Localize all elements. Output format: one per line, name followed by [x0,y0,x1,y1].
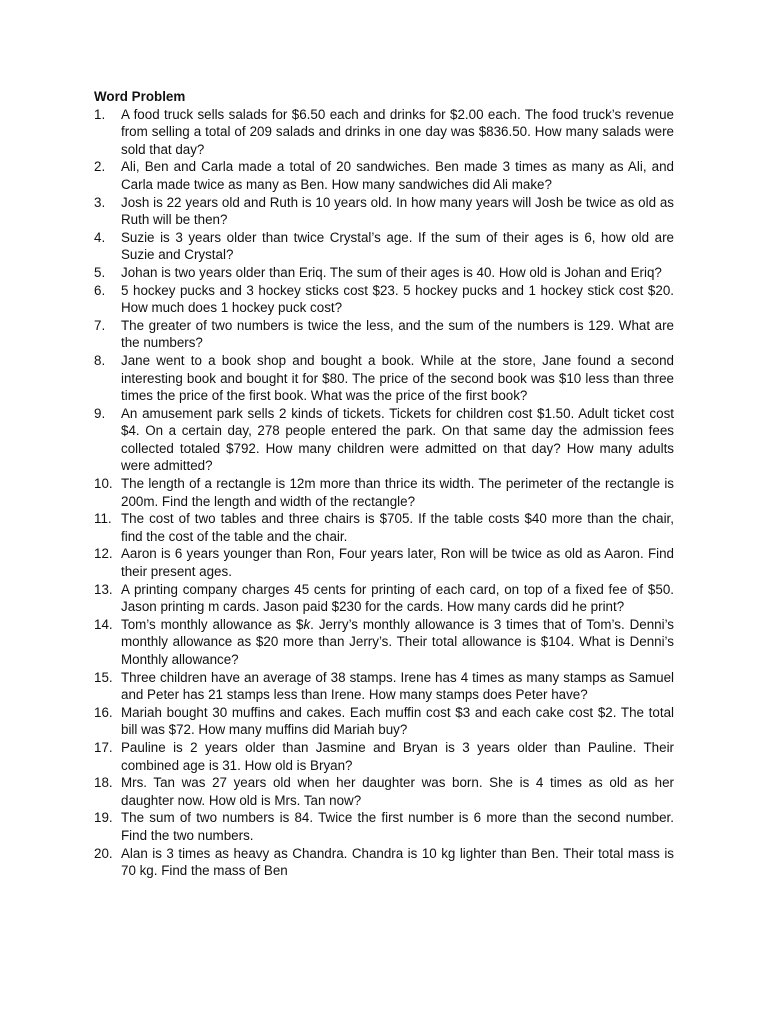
problem-text-segment: Pauline is 2 years older than Jasmine and Bryan is 3 years older than Pauline. Their combined age is 31. How old is Bryan? [121,739,674,773]
problem-text [121,845,674,880]
problem-item [94,510,674,545]
problem-item [94,405,674,475]
problem-item [94,194,674,229]
problem-text [121,229,674,264]
problem-text-segment: The sum of two numbers is 84. Twice the first number is 6 more than the second number. Find the two numbers. [121,810,674,843]
problem-text-segment: A food truck sells salads for $6.50 each and drinks for $2.00 each. The food truck’s revenue from selling a total of 209 salads and drinks in one day was $836.50. How many salads were sold that day? [121,106,674,157]
problem-item [94,475,674,510]
problem-item [94,352,674,405]
problem-text-segment: Tom’s monthly allowance as $ [121,616,304,632]
problem-text-segment: The greater of two numbers is twice the less, and the sum of the numbers is 129. What are the numbers? [121,317,674,351]
problem-item [94,581,674,616]
problem-number: 17. [94,739,113,755]
problem-text [121,282,674,317]
problem-text-segment: Aaron is 6 years younger than Ron, Four years later, Ron will be twice as old as Aaron. Find their present ages. [121,546,674,580]
problem-item [94,282,674,317]
problem-text-segment: 5 hockey pucks and 3 hockey sticks cost $23. 5 hockey pucks and 1 hockey stick cost $20. How much does 1 hockey puck cost? [121,282,674,316]
problem-text-segment: Three children have an average of 38 stamps. Irene has 4 times as many stamps as Samuel and Peter has 21 stamps less than Irene. How many stamps does Peter have? [121,669,674,703]
problem-text [121,352,674,405]
problem-text [121,669,674,704]
problem-text-segment: Mariah bought 30 muffins and cakes. Each muffin cost $3 and each cake cost $2. The total bill was $72. How many muffins did Mariah buy? [121,704,674,738]
problem-number: 7. [94,317,106,333]
problem-item [94,317,674,352]
problem-number: 3. [94,194,106,210]
problem-item [94,158,674,193]
problem-text [121,194,674,229]
problem-item [94,739,674,774]
problem-text [121,510,674,545]
problem-item [94,106,674,159]
problem-text [121,405,674,475]
problem-variable: k [303,616,311,632]
problem-number: 5. [94,264,106,280]
problem-item [94,845,674,880]
problem-number: 11. [94,511,112,527]
problem-item [94,774,674,809]
problem-item [94,616,674,669]
problem-number: 19. [94,810,113,826]
problem-number: 18. [94,775,113,791]
problem-number: 14. [94,616,113,632]
problem-text-segment: The length of a rectangle is 12m more than thrice its width. The perimeter of the rectangle is 200m. Find the length and width of the rectangle? [121,476,674,509]
problem-item [94,264,674,282]
problem-text-segment: Suzie is 3 years older than twice Crystal’s age. If the sum of their ages is 6, how old are Suzie and Crystal? [121,229,674,263]
problem-number: 4. [94,229,106,245]
problem-number: 16. [94,704,113,720]
problem-number: 8. [94,352,106,368]
problem-number: 20. [94,845,113,861]
problem-text [121,774,674,809]
problem-text-segment: A printing company charges 45 cents for printing of each card, on top of a fixed fee of $50. Jason printing m cards. Jason paid $230 for the cards. How many cards did he print? [121,581,674,615]
problem-text-segment: An amusement park sells 2 kinds of tickets. Tickets for children cost $1.50. Adult ticket cost $4. On a certain day, 278 people entered the park. On that same day the admission fees collected totaled $792. How many children were admitted on that day? How many adults were admitted? [121,405,674,474]
problem-text [121,581,674,616]
problem-text [121,475,674,510]
problem-text [121,106,674,159]
problem-text [121,616,674,669]
problem-text [121,809,674,844]
problem-number: 2. [94,159,106,175]
problem-number: 1. [94,106,106,122]
problem-text-segment: Alan is 3 times as heavy as Chandra. Chandra is 10 kg lighter than Ben. Their total mass is 70 kg. Find the mass of Ben [121,845,674,879]
problem-item [94,704,674,739]
problem-text-segment: . Jerry’s monthly allowance is 3 times that of Tom’s. Denni’s monthly allowance as $20 more than Jerry’s. Their total allowance is $104. What is Denni’s Monthly allowance? [121,616,675,667]
problem-text [121,704,674,739]
problem-item [94,809,674,844]
problem-number: 12. [94,546,113,562]
problem-number: 6. [94,282,106,298]
problem-text-segment: Johan is two years older than Eriq. The sum of their ages is 40. How old is Johan and Eriq? [121,264,662,280]
problem-number: 13. [94,581,113,597]
problem-text-segment: Mrs. Tan was 27 years old when her daughter was born. She is 4 times as old as her daughter now. How old is Mrs. Tan now? [121,775,674,808]
problem-item [94,669,674,704]
document-page [94,88,674,880]
problem-text [121,739,674,774]
problem-text-segment: The cost of two tables and three chairs is $705. If the table costs $40 more than the chair, find the cost of the table and the chair. [121,511,674,544]
problem-number: 10. [94,476,113,492]
problem-item [94,545,674,580]
problem-text [121,158,674,193]
document-heading: Word Problem [94,89,186,104]
problem-text [121,317,674,352]
problem-text-segment: Jane went to a book shop and bought a book. While at the store, Jane found a second interesting book and bought it for $80. The price of the second book was $10 less than three times the price of the first book. What was the price of the first book? [121,352,674,404]
problem-list [94,106,674,880]
problem-number: 9. [94,405,106,421]
problem-number: 15. [94,669,113,685]
problem-text [121,545,674,580]
problem-text-segment: Josh is 22 years old and Ruth is 10 years old. In how many years will Josh be twice as old as Ruth will be then? [121,194,674,228]
problem-text [121,264,674,282]
problem-item [94,229,674,264]
problem-text-segment: Ali, Ben and Carla made a total of 20 sandwiches. Ben made 3 times as many as Ali, and Carla made twice as many as Ben. How many sandwiches did Ali make? [121,159,674,192]
